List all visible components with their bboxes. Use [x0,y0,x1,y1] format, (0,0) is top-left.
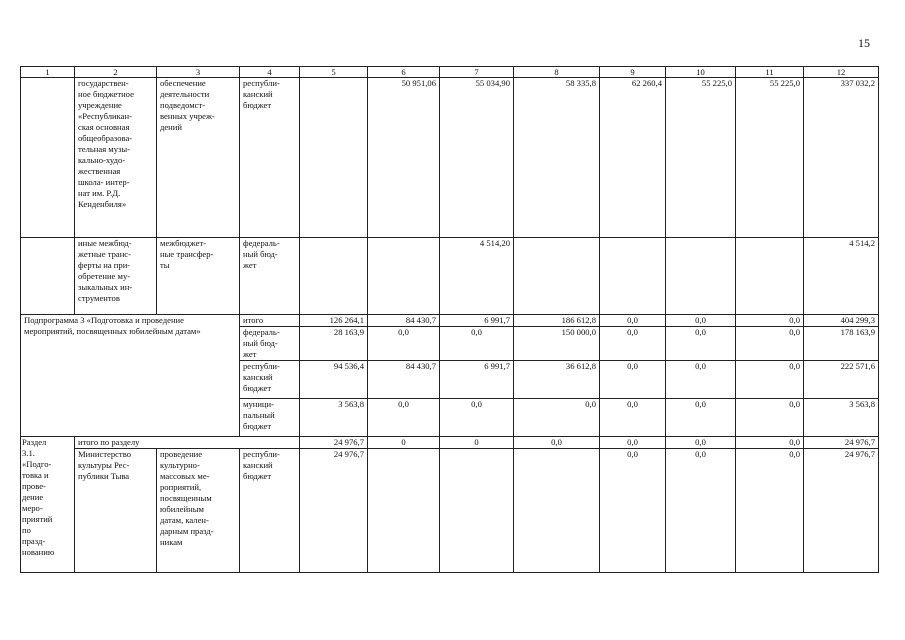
cell-value: 0,0 [440,399,514,437]
cell [440,449,514,573]
cell-value: 186 612,8 [514,315,600,327]
column-header: 6 [368,67,440,78]
cell [300,238,368,315]
cell-value: 0,0 [600,361,666,399]
cell [21,238,75,315]
cell-budget-source: республи- канский бюджет [240,78,300,238]
cell-value: 0,0 [666,361,736,399]
cell-value: 3 563,8 [300,399,368,437]
table-row [21,437,879,449]
cell [666,238,736,315]
cell-activity: межбюджет- ные трансфер- ты [157,238,240,315]
cell-value: 0,0 [736,327,804,361]
cell-value: 0,0 [666,327,736,361]
cell [368,449,440,573]
cell-value: 126 264,1 [300,315,368,327]
page-number: 15 [858,36,870,50]
subprogram-title: Подпрограмма 3 «Подготовка и проведение мероприятий, посвященных юбилейным датам» [21,315,240,437]
cell-value: 36 612,8 [514,361,600,399]
cell-value: 0 [368,437,440,449]
cell-budget-source: федераль- ный бюд- жет [240,238,300,315]
cell-value: 4 514,20 [440,238,514,315]
cell [736,238,804,315]
cell-value: 0,0 [600,399,666,437]
cell-value: 0,0 [600,437,666,449]
cell [514,449,600,573]
column-header: 3 [157,67,240,78]
cell-value: 24 976,7 [300,449,368,573]
cell-value: 0,0 [514,437,600,449]
cell-value: 0,0 [666,399,736,437]
cell-value: 0,0 [666,315,736,327]
cell-value: 0,0 [600,327,666,361]
cell-value: 0,0 [736,315,804,327]
cell-value: 337 032,2 [804,78,879,238]
cell-value: 0,0 [368,327,440,361]
cell-value: 0 [440,437,514,449]
column-header: 9 [600,67,666,78]
table-row [21,449,879,573]
cell-value: 24 976,7 [300,437,368,449]
cell-value: 404 299,3 [804,315,879,327]
cell-activity: проведение культурно- массовых ме- роприятий, посвященным юбилейным датам, кален- дарным празд- никам [157,449,240,573]
cell-institution: Министерство культуры Рес- публики Тыва [75,449,157,573]
table-row [21,315,879,327]
section-total-label: итого по разделу [75,437,300,449]
cell-value: 0,0 [736,399,804,437]
cell-value: 55 034,90 [440,78,514,238]
column-header: 10 [666,67,736,78]
cell-value: 62 260,4 [600,78,666,238]
cell [21,78,75,238]
cell-value: 0,0 [600,315,666,327]
cell-budget-source: муници- пальный бюджет [240,399,300,437]
cell-value: 50 951,06 [368,78,440,238]
column-header: 11 [736,67,804,78]
cell-value: 150 000,0 [514,327,600,361]
column-header: 2 [75,67,157,78]
cell-value: 58 335,8 [514,78,600,238]
cell-value: 84 430,7 [368,315,440,327]
cell-budget-source: республи- канский бюджет [240,449,300,573]
cell-value: 6 991,7 [440,315,514,327]
cell-value: 24 976,7 [804,437,879,449]
cell-value: 84 430,7 [368,361,440,399]
column-header: 4 [240,67,300,78]
cell-budget-source: итого [240,315,300,327]
cell [368,238,440,315]
cell-value: 0,0 [736,449,804,573]
table-row [21,78,879,238]
cell-value: 0,0 [736,437,804,449]
section-title: Раздел 3.1. «Подго- товка и прове- дение меро- приятий по празд- нованию [21,437,75,573]
budget-table [20,66,879,573]
cell-value: 178 163,9 [804,327,879,361]
cell-value: 0,0 [666,437,736,449]
cell [514,238,600,315]
column-header: 7 [440,67,514,78]
cell-budget-source: федераль- ный бюд- жет [240,327,300,361]
table-row [21,238,879,315]
cell-institution: государствен- ное бюджетное учреждение «Республикан- ская основная общеобразова- тельная музы- кально-худо- жественная школа- интер- нат им. Р.Д. Кенденбиля» [75,78,157,238]
cell-budget-source: республи- канский бюджет [240,361,300,399]
cell-value: 55 225,0 [666,78,736,238]
cell-value: 6 991,7 [440,361,514,399]
cell-value: 0,0 [600,449,666,573]
cell-value: 28 163,9 [300,327,368,361]
cell-value: 0,0 [514,399,600,437]
cell-value: 24 976,7 [804,449,879,573]
cell-value: 0,0 [440,327,514,361]
cell-value [300,78,368,238]
column-header: 8 [514,67,600,78]
cell-purpose: иные межбюд- жетные транс- ферты на при- обретение му- зыкальных ин- струментов [75,238,157,315]
cell-value: 0,0 [368,399,440,437]
cell-value: 4 514,2 [804,238,879,315]
cell-value: 222 571,6 [804,361,879,399]
column-header: 1 [21,67,75,78]
cell-activity: обеспечение деятельности подведомст- венных учреж- дений [157,78,240,238]
column-header: 5 [300,67,368,78]
cell [600,238,666,315]
cell-value: 3 563,8 [804,399,879,437]
cell-value: 94 536,4 [300,361,368,399]
column-number-row [21,67,879,78]
cell-value: 0,0 [736,361,804,399]
column-header: 12 [804,67,879,78]
cell-value: 55 225,0 [736,78,804,238]
cell-value: 0,0 [666,449,736,573]
